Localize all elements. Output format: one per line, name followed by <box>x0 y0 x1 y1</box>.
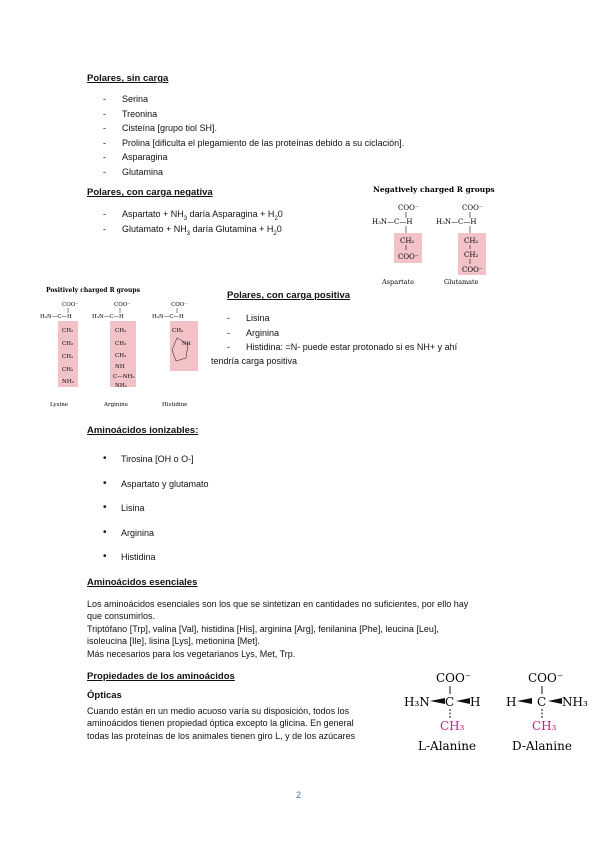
ch2-label: CH₂ <box>115 328 127 334</box>
essential-paragraph <box>87 598 527 660</box>
label-histidine: Histidine <box>162 402 188 408</box>
coo-label: COO⁻ <box>171 302 188 308</box>
list-item: • Lisina <box>103 502 209 527</box>
c-nh2-label: C—NH₂ <box>113 374 135 380</box>
text-line: isoleucina [Ile], lisina [Lys], metionina [Met]. <box>87 636 260 647</box>
figure-title: Positively charged R groups <box>46 287 140 294</box>
list-item: - Asparagina <box>103 150 404 165</box>
text-line: Los aminoácidos esenciales son los que se sintetizan en cantidades no suficientes, por ello hay <box>87 599 469 609</box>
list-item: • Arginina <box>103 527 209 552</box>
label-glutamate: Glutamate <box>444 278 479 286</box>
methyl-label: CH₃ <box>532 719 557 733</box>
h3n-label: H₃N <box>404 695 430 709</box>
ch2-label: CH₂ <box>62 341 74 347</box>
wedge-bond <box>430 698 445 704</box>
h-label: H <box>470 695 481 709</box>
optical-paragraph <box>87 705 387 742</box>
coo-label: COO⁻ <box>114 302 131 308</box>
list-polar-uncharged <box>103 92 404 180</box>
ch2-label: CH₂ <box>115 341 127 347</box>
label-lysine: Lysine <box>50 402 69 408</box>
coo-side-label: COO⁻ <box>398 253 419 261</box>
list-item: - Histidina: =N- puede estar protonado si es NH+ y ahí <box>227 340 457 355</box>
heading-polar-negative: Polares, con carga negativa <box>87 187 213 198</box>
list-item: • Histidina <box>103 551 209 576</box>
h3n-c-h-label: H₃N—C—H <box>152 314 184 320</box>
nh3-label: NH₃ <box>562 695 588 709</box>
heading-polar-positive: Polares, con carga positiva <box>227 290 351 301</box>
wedge-bond <box>548 698 562 704</box>
h3n-c-h-label: H₃N—C—H <box>436 218 477 226</box>
list-item: - Lisina <box>227 311 457 326</box>
list-item: - Arginina <box>227 326 457 341</box>
coo-label: COO⁻ <box>462 204 483 212</box>
histidine-continuation: tendría carga positiva <box>211 356 298 366</box>
negative-r-groups-figure <box>368 180 498 290</box>
list-item: - Glutamina <box>103 165 404 180</box>
list-item-aspartate: - Aspartato + $NH_3$ daría Asparagina + $H_20$ <box>103 209 283 222</box>
ch2-label: CH₂ <box>464 251 479 259</box>
label-arginine: Arginine <box>104 402 128 408</box>
list-item: - Serina <box>103 92 404 107</box>
heading-ionizable: Aminoácidos ionizables: <box>87 425 199 436</box>
label-aspartate: Aspartate <box>382 278 415 286</box>
coo-side-label: COO⁻ <box>462 266 483 274</box>
figure-title: Negatively charged R groups <box>373 185 495 194</box>
ch2-label: CH₂ <box>172 328 184 334</box>
list-item: • Aspartato y glutamato <box>103 478 209 503</box>
nh3-label: NH₃ <box>62 379 74 385</box>
text-line: aminoácidos tienen propiedad óptica excepto la glicina. En general <box>87 718 354 729</box>
ch2-label: CH₂ <box>62 328 74 334</box>
list-ionizable <box>103 453 209 576</box>
list-item-glutamate: - Glutamato + $NH_3$ daría Glutamina + $H_20$ <box>103 224 282 237</box>
coo-label: COO⁻ <box>528 671 564 685</box>
nh2-label: NH₂ <box>115 383 127 389</box>
nh-label: NH <box>182 341 191 347</box>
wedge-bond <box>456 698 470 704</box>
h3n-c-h-label: H₃N—C—H <box>92 314 124 320</box>
wedge-bond <box>517 698 532 704</box>
label-l-alanine: L-Alanine <box>418 739 477 753</box>
list-item: - Cisteína [grupo tiol SH]. <box>103 121 404 136</box>
heading-polar-uncharged: Polares, sin carga <box>87 73 169 84</box>
text-line: Triptófano [Trp], valina [Val], histidina [His], arginina [Arg], fenilanina [Phe], leucina [Leu], <box>87 623 439 634</box>
coo-label: COO⁻ <box>398 204 419 212</box>
heading-essential: Aminoácidos esenciales <box>87 577 198 588</box>
h3n-c-h-label: H₃N—C—H <box>372 218 413 226</box>
list-item: - Prolina [dificulta el plegamiento de las proteínas debido a su ciclación]. <box>103 136 404 151</box>
text-line: todas las proteínas de los animales tienen giro L, y de los azúcares <box>87 730 356 741</box>
list-item: - Treonina <box>103 107 404 122</box>
coo-label: COO⁻ <box>62 302 79 308</box>
positive-r-groups-figure <box>36 284 206 414</box>
alanine-enantiomers-figure <box>398 666 588 756</box>
alpha-carbon-label: C <box>537 695 547 709</box>
ch2-label: CH₂ <box>62 354 74 360</box>
text-line: Cuando están en un medio acuoso varía su disposición, todos los <box>87 706 350 716</box>
list-item: • Tirosina [OH o O-] <box>103 453 209 478</box>
text-line: Más necesarios para los vegetarianos Lys, Met, Trp. <box>87 648 296 659</box>
text-line: que consumirlos. <box>87 611 156 622</box>
label-d-alanine: D-Alanine <box>512 739 572 753</box>
subheading-optical: Ópticas <box>87 690 122 701</box>
h-label: H <box>506 695 517 709</box>
ch2-label: CH₂ <box>464 237 479 245</box>
page-number: 2 <box>296 790 302 800</box>
h3n-c-h-label: H₃N—C—H <box>40 314 72 320</box>
list-polar-positive <box>227 311 457 355</box>
heading-properties: Propiedades de los aminoácidos <box>87 671 235 682</box>
ch2-label: CH₂ <box>115 353 127 359</box>
ch2-label: CH₂ <box>400 237 415 245</box>
nh-label: NH <box>115 364 125 370</box>
ch2-label: CH₂ <box>62 367 74 373</box>
methyl-label: CH₃ <box>440 719 465 733</box>
coo-label: COO⁻ <box>436 671 472 685</box>
alpha-carbon-label: C <box>445 695 455 709</box>
